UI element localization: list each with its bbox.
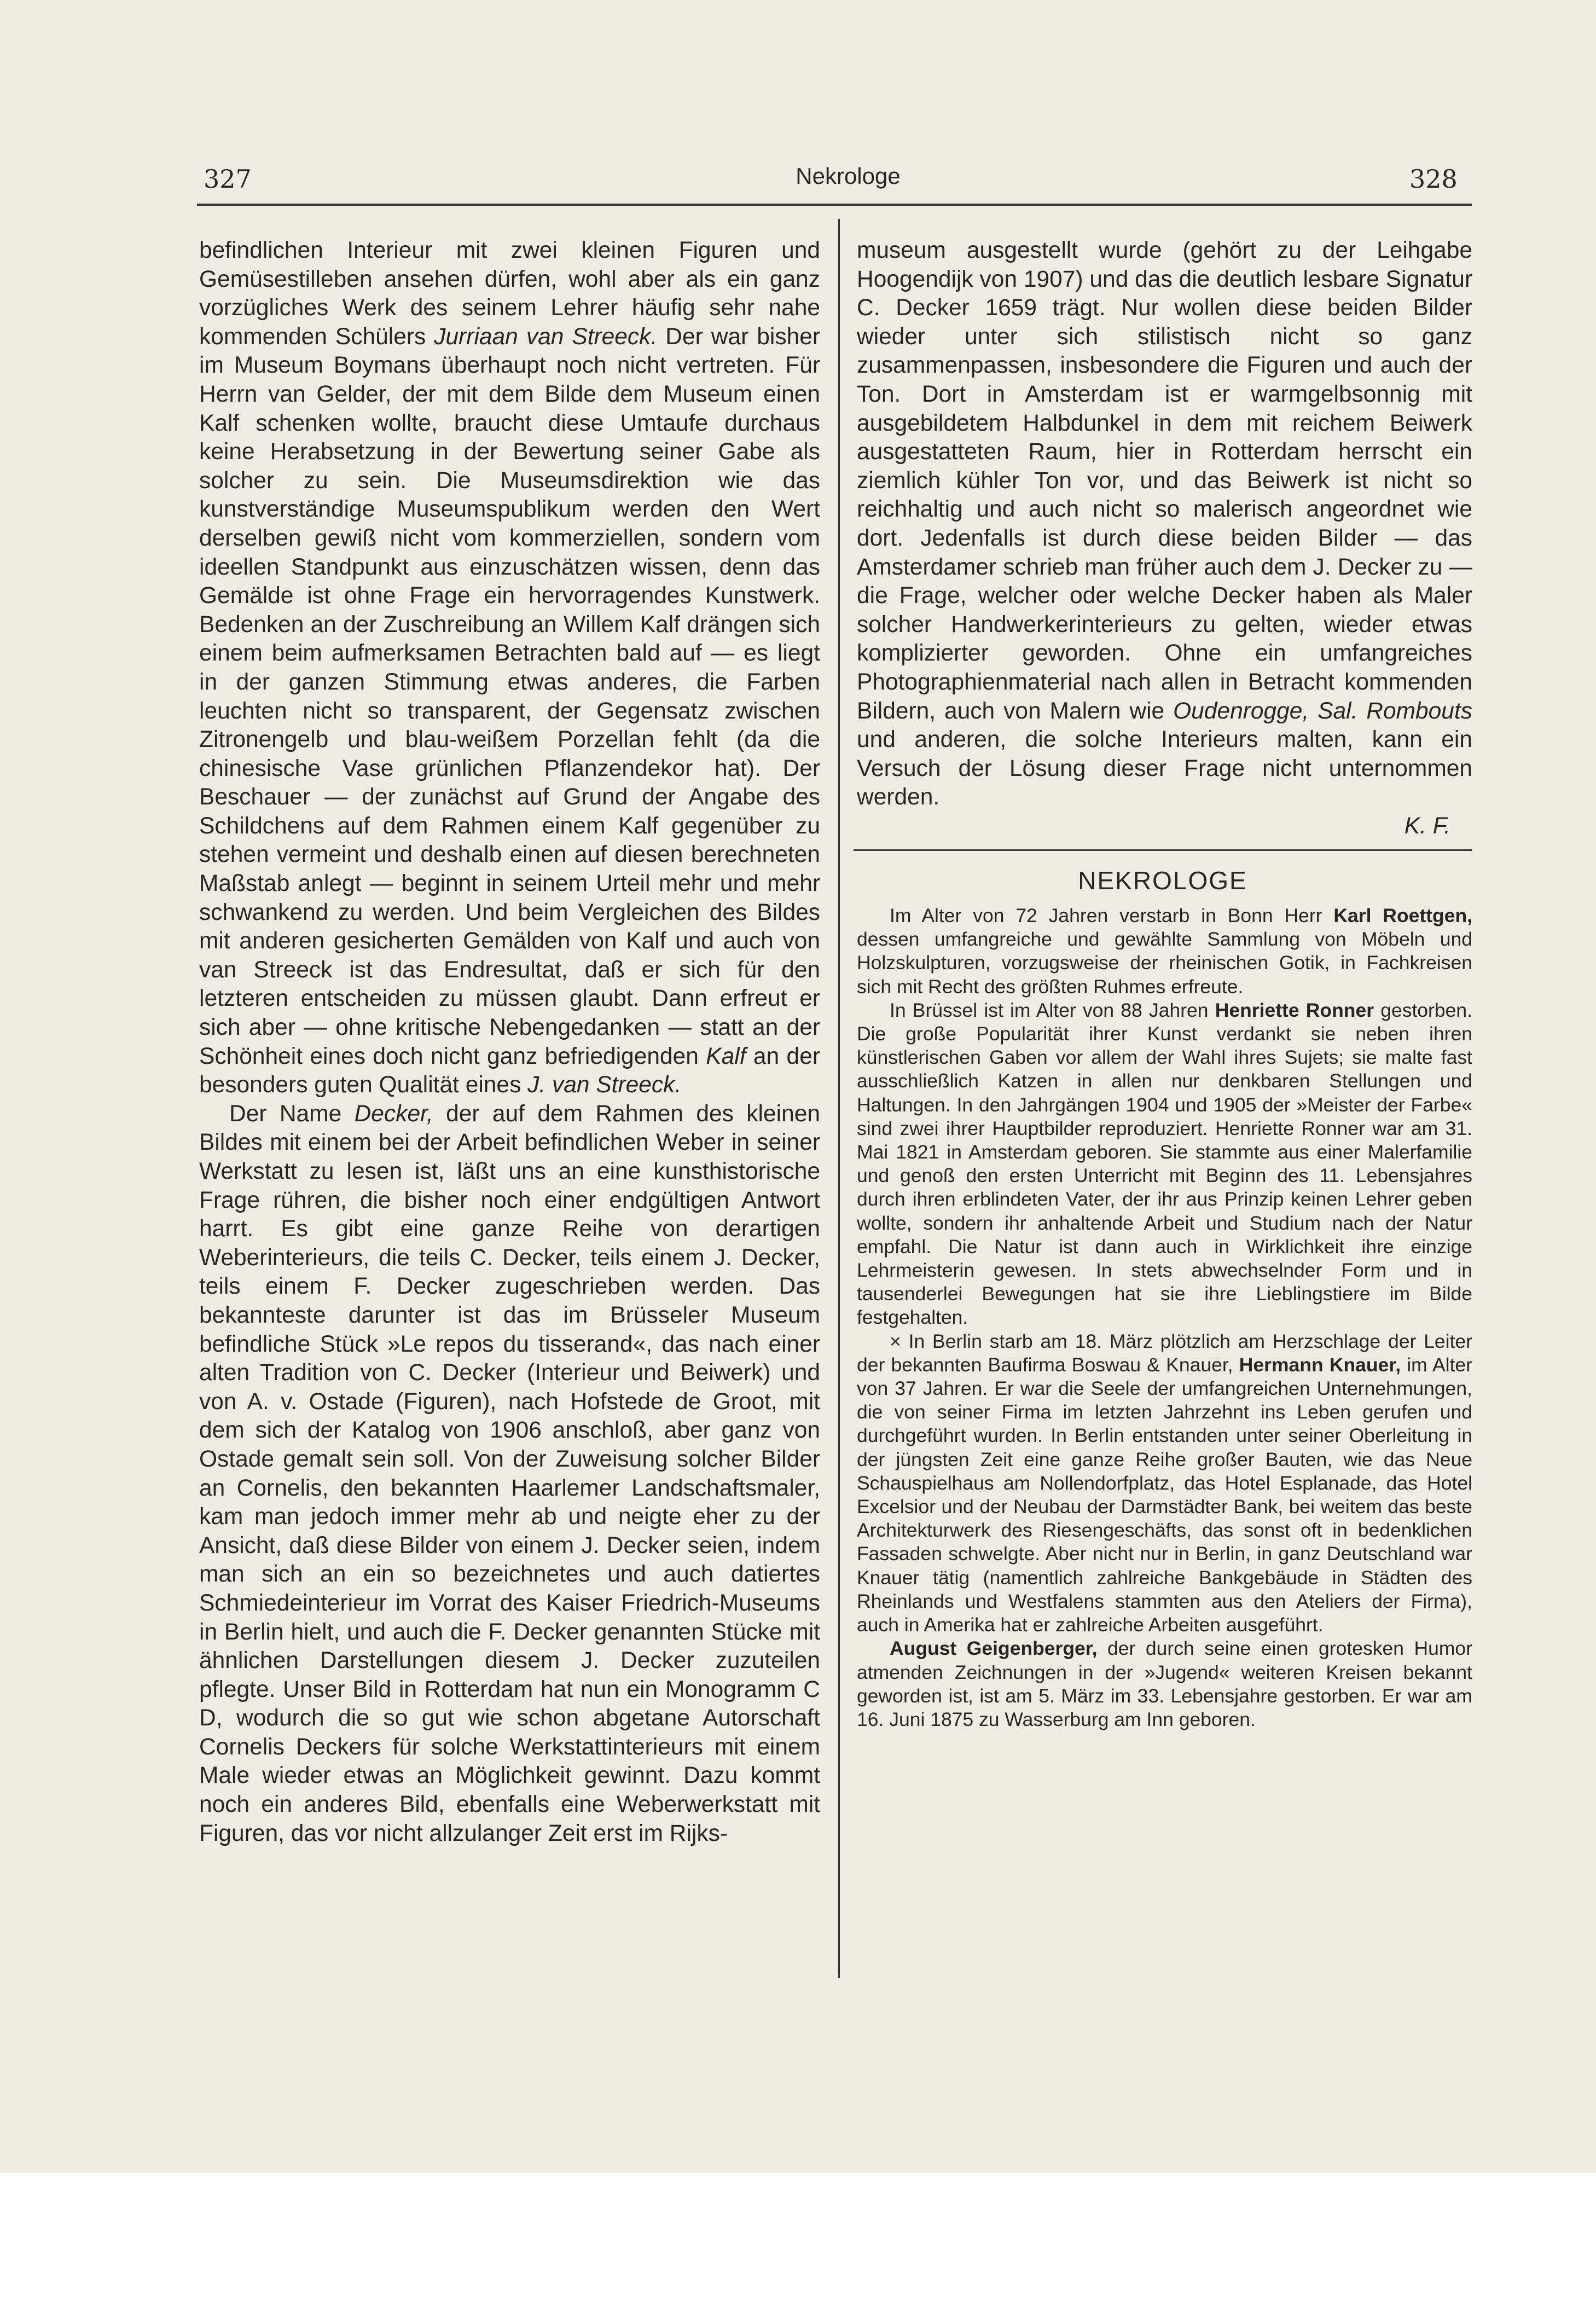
right-column-continuation [857,236,1472,841]
left-paragraph-2: Der Name Decker, der auf dem Rahmen des kleinen Bildes mit einem bei der Arbeit befindlichen Weber in seiner Werkstatt zu lesen ist, läßt uns an eine kunsthistorische Frage rühren, die bisher noch einer endgültigen Antwort harrt. Es gibt eine ganze Reihe von derartigen Weberinterieurs, die teils C. Decker, teils einem J. Decker, teils einem F. Decker zugeschrieben werden. Das bekannteste darunter ist das im Brüsseler Museum befindliche Stück »Le repos du tisserand«, das nach einer alten Tradition von C. Decker (Interieur und Beiwerk) und von A. v. Ostade (Figuren), nach Hofstede de Groot, mit dem sich der Katalog von 1906 anschloß, aber ganz von Ostade gemalt sein soll. Von der Zuweisung solcher Bilder an Cornelis, den bekannten Haarlemer Landschaftsmaler, kam man jedoch immer mehr ab und neigte eher zu der Ansicht, daß diese Bilder von einem J. Decker seien, indem man sich an ein so bezeichnetes und auch datiertes Schmiedeinterieur im Vorrat des Kaiser Friedrich-Museums in Berlin hielt, und auch die F. Decker genannten Stücke mit ähnlichen Darstellungen diesem J. Decker zuzuteilen pflegte. Unser Bild in Rotterdam hat nun ein Monogramm C D, wodurch die so gut wie schon abgetane Autorschaft Cornelis Deckers für solche Werkstattinterieurs mit einem Male wieder etwas an Möglichkeit gewinnt. Dazu kommt noch ein anderes Bild, ebenfalls eine Weberwerkstatt mit Figuren, das vor nicht allzulanger Zeit erst im Rijks- [199,1100,820,1846]
obituary-knauer: × In Berlin starb am 18. März plötzlich am Herzschlage der Leiter der bekannten Baufirma Boswau & Knauer, Hermann Knauer, im Alter von 37 Jahren. Er war die Seele der umfangreichen Unternehmungen, die von seiner Firma im letzten Jahrzehnt ins Leben gerufen und durchgeführt wurden. In Berlin entstanden unter seiner Oberleitung in der jüngsten Zeit eine ganze Reihe großer Bauten, wie das Neue Schauspielhaus am Nollendorfplatz, das Hotel Esplanade, das Hotel Excelsior und der Neubau der Darmstädter Bank, bei weitem das beste Architekturwerk des Riesengeschäfts, das sonst oft in bedenklichen Fassaden schwelgte. Aber nicht nur in Berlin, in ganz Deutschland war Knauer tätig (namentlich zahlreiche Bankgebäude in Städten des Rheinlands und Westfalens stammten aus den Ateliers der Firma), auch in Amerika hat er zahlreiche Arbeiten ausgeführt. [857,1330,1472,1636]
left-column [199,236,820,1848]
obituary-ronner: In Brüssel ist im Alter von 88 Jahren Henriette Ronner gestorben. Die große Popularität ihrer Kunst verdankt sie neben ihren künstlerischen Gaben vor allem der Wahl ihres Sujets; sie malte fast ausschließlich Katzen in allen nur denkbaren Stellungen und Haltungen. In den Jahrgängen 1904 und 1905 der »Meister der Farbe« sind zwei ihrer Hauptbilder reproduziert. Henriette Ronner war am 31. Mai 1821 in Amsterdam geboren. Sie stammte aus einer Malerfamilie und genoß den ersten Unterricht mit Beginn des 11. Lebensjahres durch ihren erblindeten Vater, der ihr aus Prinzip keinen Lehrer geben wollte, sondern ihr anhaltende Arbeit und Studium nach der Natur empfahl. Die Natur ist dann auch in Wirklichkeit ihre einzige Lehrmeisterin gewesen. In stets abwechselnder Form und in tausenderlei Bewegungen hat sie ihre Lieblingstiere im Bilde festgehalten. [857,999,1472,1329]
page-number-right: 328 [1409,164,1458,194]
obituaries [857,904,1472,1731]
column-divider [838,219,840,1978]
author-signature: K. F. [1404,813,1450,839]
obituary-roettgen: Im Alter von 72 Jahren verstarb in Bonn Herr Karl Roettgen, dessen umfangreiche und gewählte Sammlung von Möbeln und Holzskulpturen, vorzugsweise der rheinischen Gotik, in Fachkreisen sich mit Recht des größten Ruhmes erfreute. [857,905,1472,998]
obituary-geigenberger: August Geigenberger, der durch seine einen grotesken Humor atmenden Zeichnungen in der »Jugend« weiteren Kreisen bekannt geworden ist, ist am 5. März im 33. Lebensjahre gestorben. Er war am 16. Juni 1875 zu Wasserburg am Inn geboren. [857,1637,1472,1730]
section-title: NEKROLOGE [1078,866,1247,895]
right-paragraph-1: museum ausgestellt wurde (gehört zu der Leihgabe Hoogendijk von 1907) und das die deutlich lesbare Signatur C. Decker 1659 trägt. Nur wollen diese beiden Bilder wieder unter sich stilistisch nicht so ganz zusammenpassen, insbesondere die Figuren und auch der Ton. Dort in Amsterdam ist er warmgelbsonnig mit ausgebildetem Halbdunkel in dem mit reichem Beiwerk ausgestatteten Raum, hier in Rotterdam herrscht ein ziemlich kühler Ton vor, und das Beiwerk ist nicht so reichhaltig und auch nicht so malerisch angeordnet wie dort. Jedenfalls ist durch diese beiden Bilder — das Amsterdamer schrieb man früher auch dem J. Decker zu — die Frage, welcher oder welche Decker haben als Maler solcher Handwerkerinterieurs zu gelten, wieder etwas komplizierter geworden. Ohne ein umfangreiches Photographienmaterial nach allen in Betracht kommenden Bildern, auch von Malern wie Oudenrogge, Sal. Rombouts und anderen, die solche Interieurs malten, kann ein Versuch der Lösung dieser Frage nicht unternommen werden. [857,238,1472,810]
left-paragraph-1: befindlichen Interieur mit zwei kleinen Figuren und Gemüsestilleben ansehen dürfen, wohl aber als ein ganz vorzügliches Werk des seinem Lehrer häufig sehr nahe kommenden Schülers Jurriaan van Streeck. Der war bisher im Museum Boymans überhaupt noch nicht vertreten. Für Herrn van Gelder, der mit dem Bilde dem Museum einen Kalf schenken wollte, braucht diese Umtaufe durchaus keine Herabsetzung in der Bewertung seiner Gabe als solcher zu sein. Die Museumsdirektion wie das kunstverständige Museumspublikum werden den Wert derselben gewiß nicht vom kommerziellen, sondern vom ideellen Standpunkt aus einzuschätzen wissen, denn das Gemälde ist ohne Frage ein hervorragendes Kunstwerk. Bedenken an der Zuschreibung an Willem Kalf drängen sich einem beim aufmerksamen Betrachten bald auf — es liegt in der ganzen Stimmung etwas anderes, die Farben leuchten nicht so transparent, der Gegensatz zwischen Zitronengelb und blau-weißem Porzellan fehlt (da die chinesische Vase grünlichen Pflanzendekor hat). Der Beschauer — der zunächst auf Grund der Angabe des Schildchens auf dem Rahmen einem Kalf gegenüber zu stehen vermeint und deshalb einen auf diesen berechneten Maßstab anlegt — beginnt in seinem Urteil mehr und mehr schwankend zu werden. Und beim Vergleichen des Bildes mit anderen gesicherten Gemälden von Kalf und auch von van Streeck ist das Endresultat, daß er sich für den letzteren entscheiden zu müssen glaubt. Dann erfreut er sich aber — ohne kritische Nebengedanken — statt an der Schönheit eines doch nicht ganz befriedigenden Kalf an der besonders guten Qualität eines J. van Streeck. [199,238,821,1098]
header-rule [197,204,1472,206]
footer-bar [0,2173,1596,2317]
running-head: Nekrologe [796,163,901,189]
page-number-left: 327 [204,164,252,194]
section-rule [854,849,1472,851]
author-signature-line [857,812,1472,841]
